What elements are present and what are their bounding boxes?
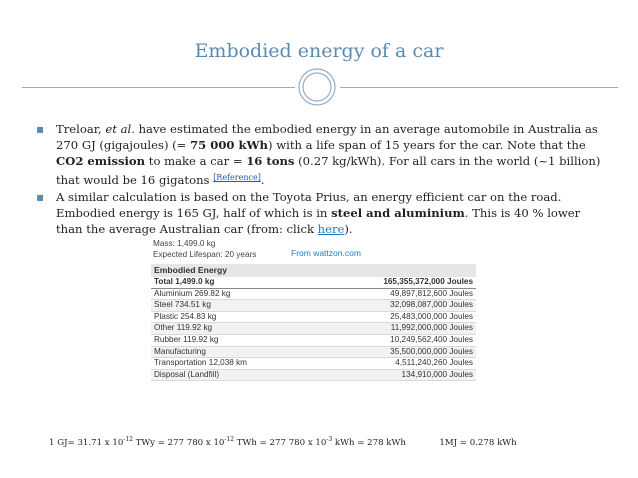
source-link[interactable]: From wattzon.com — [291, 248, 361, 258]
bullet-text: 16 tons — [246, 154, 295, 169]
row-value: 10,249,562,400 Joules — [390, 334, 473, 344]
title-rule-left — [22, 87, 295, 88]
table-row — [151, 300, 476, 312]
table-row — [151, 358, 476, 370]
row-label: Steel 734.51 kg — [154, 300, 211, 310]
row-label: Rubber 119.92 kg — [154, 334, 219, 344]
table-row — [151, 312, 476, 324]
row-value: 25,483,000,000 Joules — [390, 311, 473, 321]
bullet-list — [36, 121, 606, 237]
bullet-text: 75 000 kWh — [190, 138, 268, 153]
bullet-dot-icon: ▪ — [36, 122, 45, 136]
here-link[interactable]: here — [317, 222, 345, 237]
bullet-item-1 — [36, 121, 606, 188]
bullet-text: steel and aluminium — [331, 206, 465, 221]
row-value: 4,511,240,260 Joules — [395, 358, 473, 368]
row-value: 35,500,000,000 Joules — [390, 346, 473, 356]
table-heading: Embodied Energy — [151, 264, 476, 277]
bullet-item-2 — [36, 189, 606, 238]
bullet-text: ). — [344, 222, 353, 237]
bullet-text: (0.27 kg/kWh). For all cars in the world (~1 billion) that would be 16 gigatons — [56, 154, 601, 187]
bullet-text: et al — [105, 122, 132, 136]
footer-exp-a: -12 — [123, 436, 133, 443]
bullet-text: ) with a life span of 15 years for the car. Note that the — [267, 138, 586, 153]
title-rule-right — [340, 87, 618, 88]
circle-ornament-icon — [297, 67, 337, 107]
bullet-text: A similar calculation is based on the Toyota Prius, an energy efficient car on the road. Embodied energy is 165 GJ, half of which is in — [56, 189, 562, 221]
bullet-text: to make a car = — [145, 154, 247, 169]
row-label: Manufacturing — [154, 346, 206, 356]
row-label: Other 119.92 kg — [154, 323, 213, 333]
footer-part-c: TWh = 277 780 x 10 — [234, 437, 327, 448]
embodied-energy-table — [145, 236, 480, 396]
bullet-text: Treloar, — [56, 122, 106, 136]
row-label: Plastic 254.83 kg — [154, 311, 217, 321]
table-row — [151, 277, 476, 289]
footer-part-b: TWy = 277 780 x 10 — [132, 437, 225, 448]
row-label: Aluminium 269.82 kg — [154, 288, 231, 298]
table-row — [151, 335, 476, 347]
footer-part-d: kWh = 278 kWh — [332, 437, 406, 448]
bullet-text: . — [260, 172, 265, 187]
bullet-text: . This is 40 % lower than the average Australian car (from: click — [56, 206, 581, 237]
table-rows — [145, 277, 480, 381]
table-row — [151, 323, 476, 335]
bullet-dot-icon: ▪ — [36, 189, 45, 204]
reference-link[interactable]: [Reference] — [213, 172, 261, 182]
table-row — [151, 370, 476, 382]
footer-exp-c: -3 — [326, 436, 333, 443]
table-lifespan: Expected Lifespan: 20 years — [153, 250, 257, 259]
row-label: Disposal (Landfill) — [154, 369, 220, 379]
slide-title: Embodied energy of a car — [194, 40, 444, 62]
table-row — [151, 347, 476, 359]
bullet-text: CO2 emission — [56, 154, 146, 169]
row-value: 165,355,372,000 Joules — [383, 277, 473, 286]
bullet-text: . have estimated the embodied energy in an average automobile in Australia as 270 GJ (gigajoules) (= — [56, 122, 598, 153]
footer-part-e: 1MJ = 0.278 kWh — [439, 437, 517, 448]
row-value: 134,910,000 Joules — [401, 369, 473, 379]
table-row — [151, 289, 476, 301]
row-value: 32,098,087,000 Joules — [390, 300, 473, 310]
row-label: Transportation 12,038 km — [154, 358, 247, 368]
footer-exp-b: -12 — [224, 436, 235, 443]
row-value: 11,992,000,000 Joules — [390, 323, 473, 333]
row-value: 49,897,812,600 Joules — [390, 288, 473, 298]
table-mass: Mass: 1,499.0 kg — [153, 239, 216, 248]
footer-conversion — [49, 436, 517, 448]
row-label: Total 1,499.0 kg — [154, 277, 215, 286]
footer-part-a: 1 GJ= 31.71 x 10 — [49, 437, 124, 448]
